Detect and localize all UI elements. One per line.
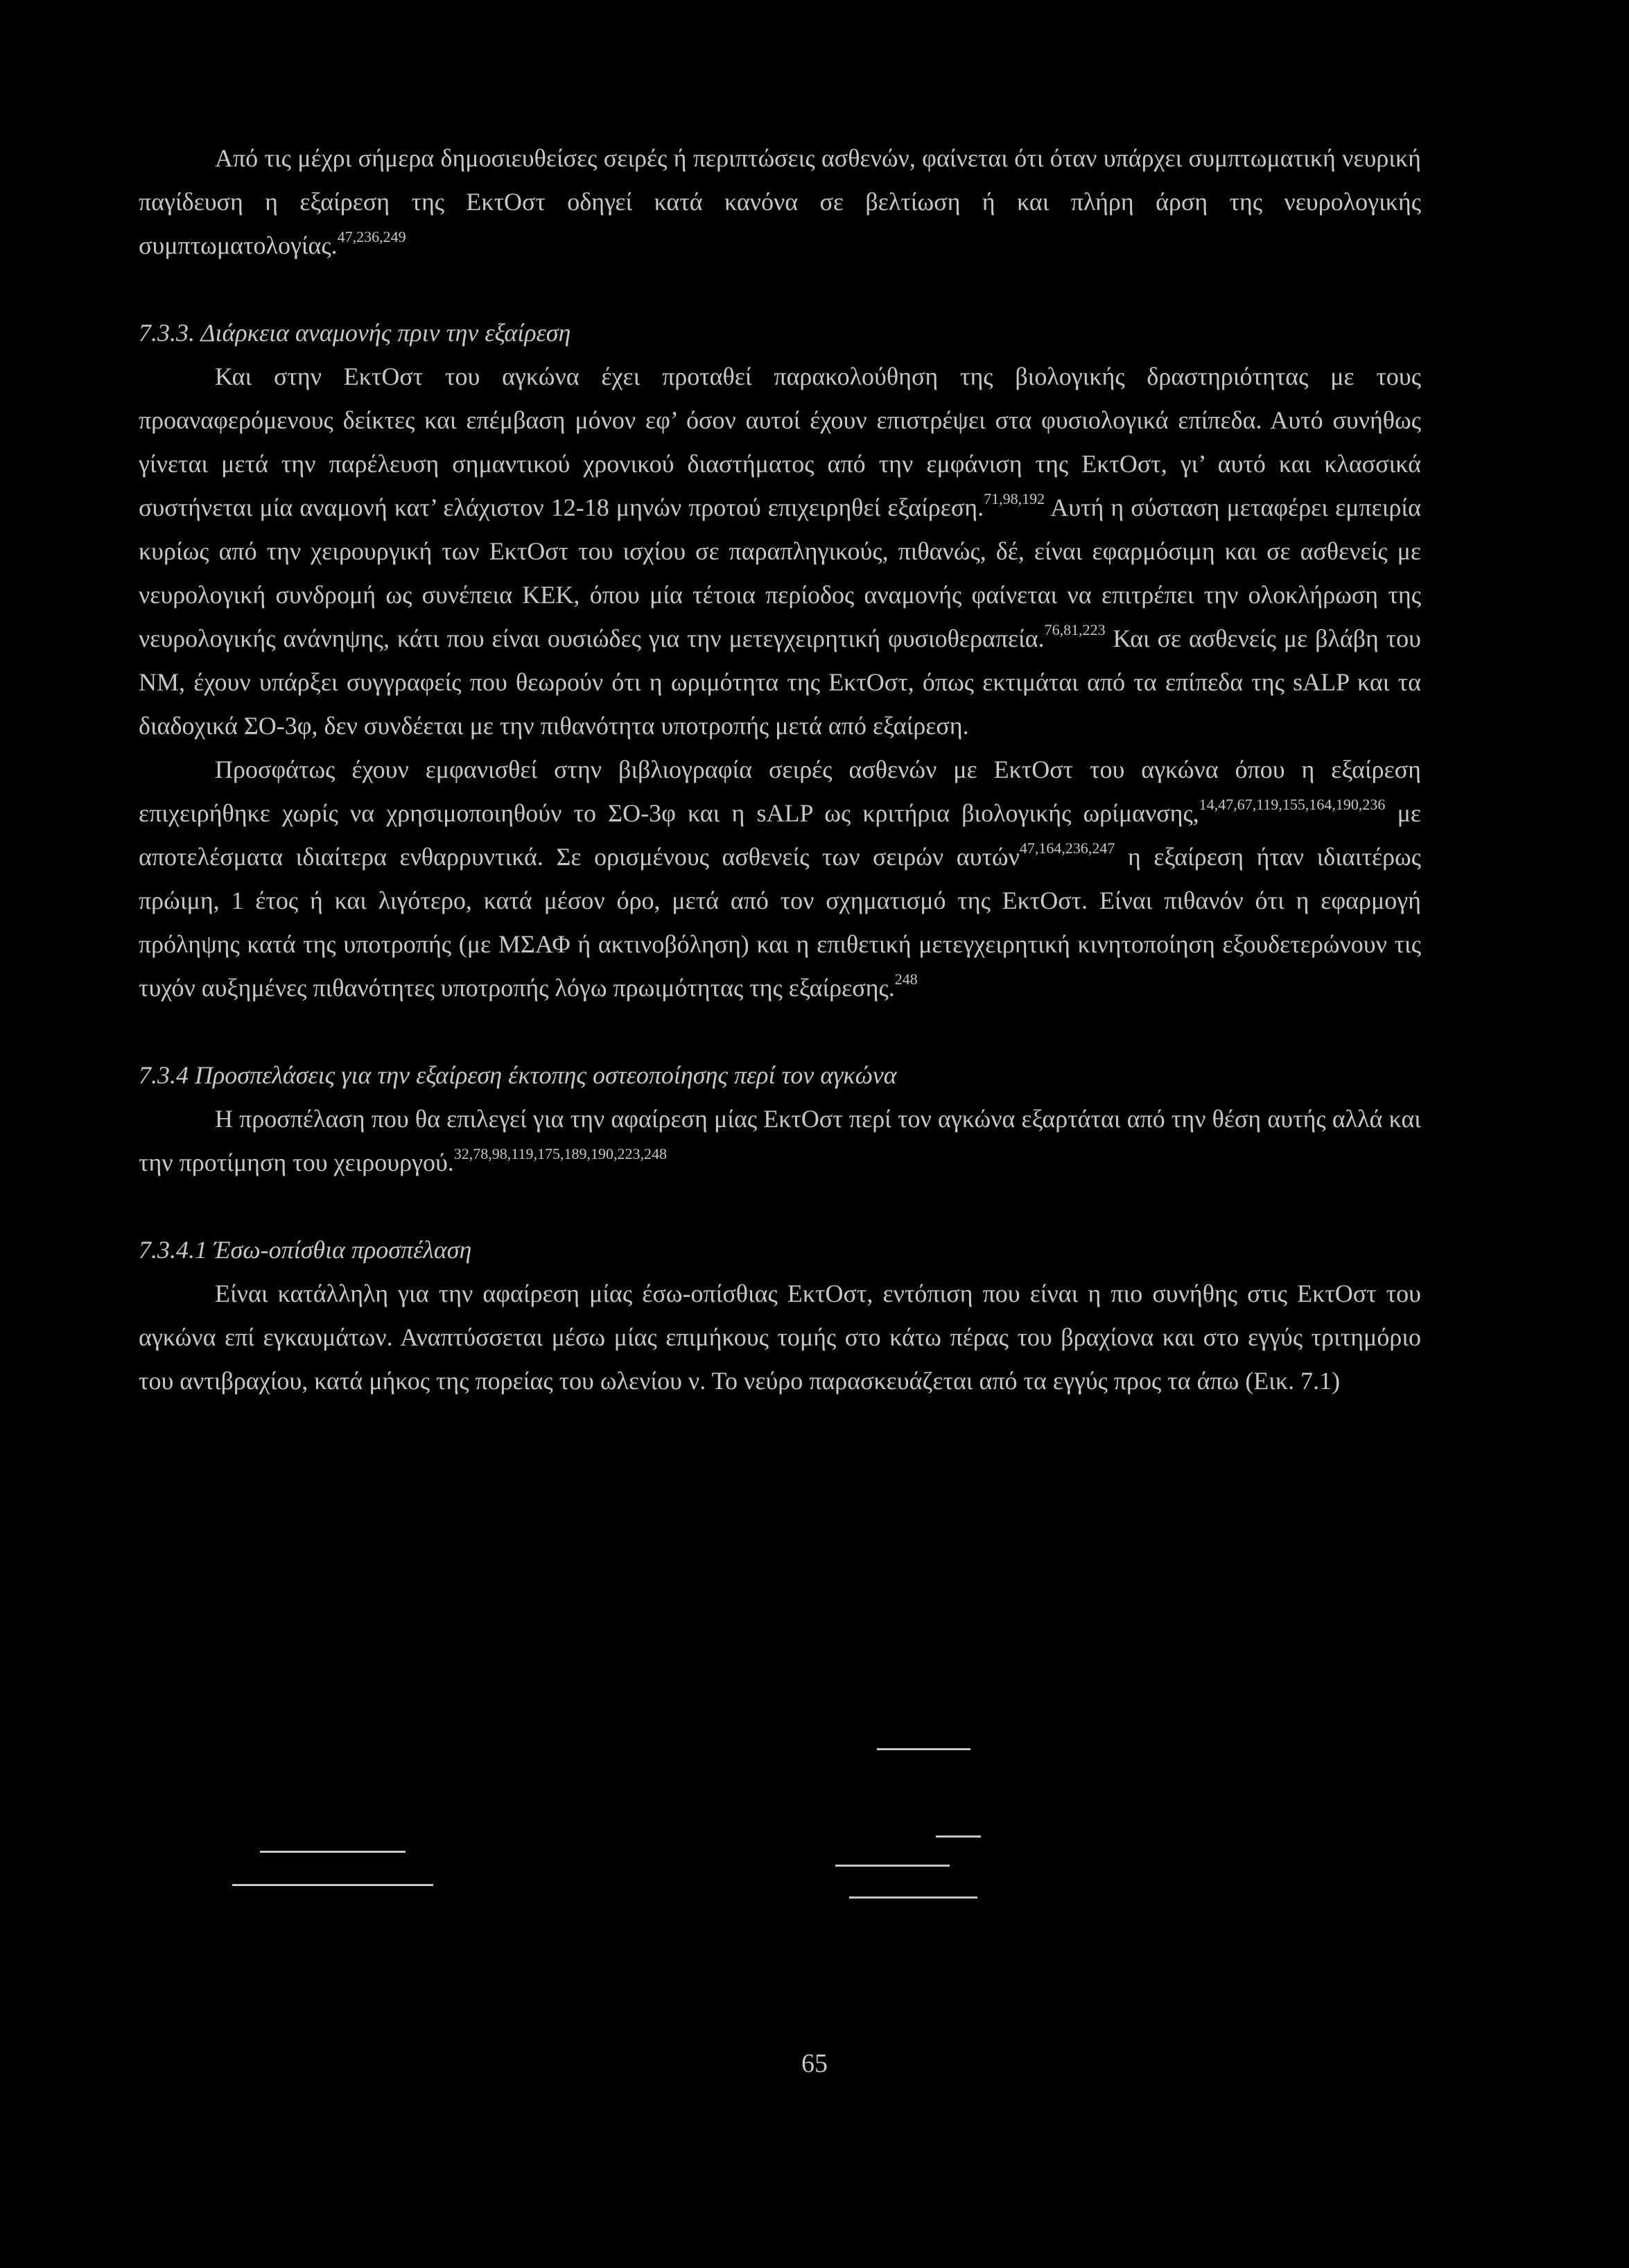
body-text — [139, 137, 1421, 1403]
section-heading-7-3-4: 7.3.4 Προσπελάσεις για την εξαίρεση έκτοπης οστεοποίησης περί τον αγκώνα — [139, 1061, 897, 1089]
citation: 32,78,98,119,175,189,190,223,248 — [453, 1145, 667, 1162]
page-number: 65 — [801, 2049, 828, 2078]
citation: 71,98,192 — [984, 490, 1045, 507]
citation: 14,47,67,119,155,164,190,236 — [1199, 796, 1386, 813]
paragraph-waiting-period — [139, 355, 1421, 748]
paragraph-text: Προσφάτως έχουν εμφανισθεί στην βιβλιογραφία σειρές ασθενών με ΕκτΟστ του αγκώνα όπου η εξαίρεση επιχειρήθηκε χωρίς να χρησιμοποιηθούν το ΣΟ-3φ και η sALP ως κριτήρια βιολογικής ωρίμανσης, — [139, 756, 1421, 827]
paragraph-approaches — [139, 1097, 1421, 1185]
paragraph-text: Και στην ΕκτΟστ του αγκώνα έχει προταθεί παρακολούθηση της βιολογικής δραστηριότητας με τους προαναφερόμενους δείκτες και επέμβαση μόνον εφ’ όσον αυτοί έχουν επιστρέψει στα φυσιολογικά επίπεδα. Αυτό συνήθως γίνεται μετά την παρέλευση σημαντικού χρονικού διαστήματος από την εμφάνιση της ΕκτΟστ, γι’ αυτό και κλασσικά συστήνεται μία αναμονή κατ’ ελάχιστον 12-18 μηνών προτού επιχειρηθεί εξαίρεση. — [139, 363, 1421, 521]
citation: 76,81,223 — [1044, 621, 1106, 638]
section-heading-7-3-4-1: 7.3.4.1 Έσω-οπίσθια προσπέλαση — [139, 1236, 472, 1264]
paragraph-text: Από τις μέχρι σήμερα δημοσιευθείσες σειρές ή περιπτώσεις ασθενών, φαίνεται ότι όταν υπάρχει συμπτωματική νευρική παγίδευση η εξαίρεση της ΕκτΟστ οδηγεί κατά κανόνα σε βελτίωση ή και πλήρη άρση της νευρολογικής συμπτωματολογίας. — [139, 144, 1421, 259]
scan-artifact-line — [849, 1896, 977, 1899]
scan-artifact-line — [232, 1884, 433, 1886]
citation: 47,236,249 — [337, 228, 406, 245]
paragraph-text: Και σε ασθενείς με βλάβη του ΝΜ, έχουν υπάρξει συγγραφείς που θεωρούν ότι η ωριμότητα της ΕκτΟστ, όπως εκτιμάται από τα επίπεδα της sALP και τα διαδοχικά ΣΟ-3φ, δεν συνδέεται με την πιθανότητα υποτροπής μετά από εξαίρεση. — [139, 625, 1422, 740]
paragraph-text: Αυτή η σύσταση μεταφέρει εμπειρία κυρίως από την χειρουργική των ΕκτΟστ του ισχίου σε παραπληγικούς, πιθανώς, δέ, είναι εφαρμόσιμη και σε ασθενείς με νευρολογική συνδρομή ως συνέπεια ΚΕΚ, όπου μία τέτοια περίοδος αναμονής φαίνεται να επιτρέπει την ολοκλήρωση της νευρολογικής ανάνηψης, κάτι που είναι ουσιώδες για την μετεγχειρητική φυσιοθεραπεία. — [139, 494, 1421, 652]
paragraph-text: με αποτελέσματα ιδιαίτερα ενθαρρυντικά. Σε ορισμένους ασθενείς των σειρών αυτών — [139, 799, 1421, 871]
paragraph-recent-series — [139, 748, 1421, 1010]
citation: 248 — [894, 970, 918, 988]
spacer — [139, 1185, 1421, 1228]
scan-artifact-line — [877, 1748, 970, 1750]
scan-artifact-line — [835, 1865, 950, 1867]
paragraph-outcomes — [139, 137, 1421, 268]
section-heading-7-3-3: 7.3.3. Διάρκεια αναμονής πριν την εξαίρεση — [139, 319, 571, 347]
scan-artifact-line — [260, 1851, 406, 1853]
paragraph-medial-posterior: Είναι κατάλληλη για την αφαίρεση μίας έσω-οπίσθιας ΕκτΟστ, εντόπιση που είναι η πιο συνήθης στις ΕκτΟστ του αγκώνα επί εγκαυμάτων. Αναπτύσσεται μέσω μίας επιμήκους τομής στο κάτω πέρας του βραχίονα και στο εγγύς τριτημόριο του αντιβραχίου, κατά μήκος της πορείας του ωλενίου ν. Το νεύρο παρασκευάζεται από τα εγγύς προς τα άπω (Εικ. 7.1) — [139, 1280, 1421, 1395]
citation: 47,164,236,247 — [1019, 839, 1115, 857]
spacer — [139, 1010, 1421, 1054]
scan-artifact-line — [936, 1835, 981, 1838]
paragraph-text: η εξαίρεση ήταν ιδιαιτέρως πρώιμη, 1 έτος ή και λιγότερο, κατά μέσον όρο, μετά από τον σχηματισμό της ΕκτΟστ. Είναι πιθανόν ότι η εφαρμογή πρόληψης κατά της υποτροπής (με ΜΣΑΦ ή ακτινοβόληση) και η επιθετική μετεγχειρητική κινητοποίηση εξουδετερώνουν τις τυχόν αυξημένες πιθανότητες υποτροπής λόγω πρωιμότητας της εξαίρεσης. — [139, 843, 1422, 1002]
spacer — [139, 268, 1421, 311]
paragraph-text: Η προσπέλαση που θα επιλεγεί για την αφαίρεση μίας ΕκτΟστ περί τον αγκώνα εξαρτάται από την θέση αυτής αλλά και την προτίμηση του χειρουργού. — [139, 1105, 1421, 1176]
